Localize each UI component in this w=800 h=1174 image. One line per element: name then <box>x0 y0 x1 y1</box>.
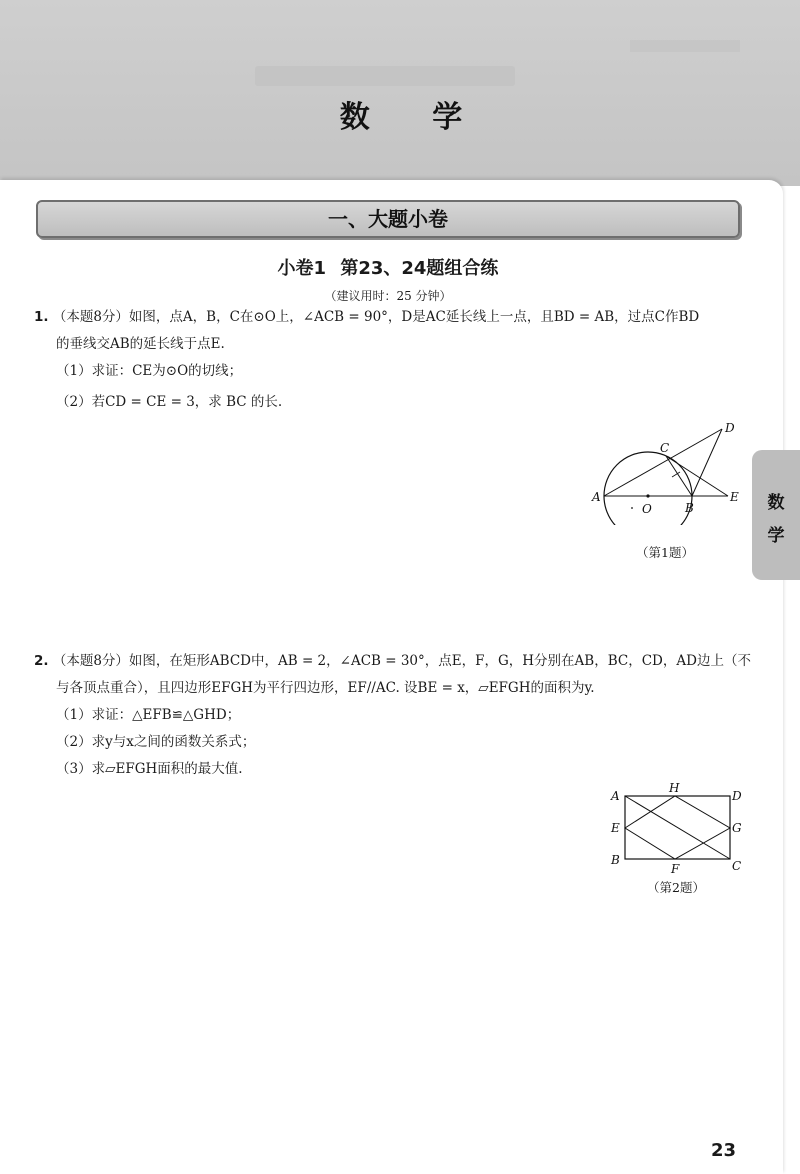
question-2 <box>34 648 754 783</box>
label-d: D <box>725 421 735 435</box>
label-f: F <box>671 862 680 876</box>
question-text: （本题8分）如图，点A，B，C在⊙O上，∠ACB = 90°，D是AC延长线上一点，且BD = AB，过点C作BD <box>52 309 700 325</box>
question-part-2: （2）求y与x之间的函数关系式； <box>56 734 256 750</box>
figure-2-caption: （第2题） <box>647 880 705 895</box>
label-h: H <box>669 781 680 795</box>
chord-cb <box>666 456 692 496</box>
question-text: （本题8分）如图，在矩形ABCD中，AB = 2，∠ACB = 30°，点E，F，G，H分别在AB，BC，CD，AD边上（不 <box>52 653 751 669</box>
label-c: C <box>660 441 670 455</box>
question-part-3: （3）求▱EFGH面积的最大值. <box>56 761 243 777</box>
label-e: E <box>611 821 620 835</box>
question-part-2: （2）若CD = CE = 3，求 BC 的长. <box>56 394 283 410</box>
question-number: 1. <box>34 309 49 325</box>
bleed-through-text <box>630 40 740 52</box>
section-banner <box>36 200 740 238</box>
diagonal-ac <box>625 796 730 859</box>
page-title: 数 学 <box>339 100 489 135</box>
label-c: C <box>732 859 742 873</box>
figure-1-circle-diagram <box>588 415 748 525</box>
question-part-1: （1）求证：CE为⊙O的切线； <box>56 363 243 379</box>
label-e: E <box>730 490 739 504</box>
line-ce <box>666 456 728 496</box>
label-b: B <box>685 501 694 515</box>
time-note: （建议用时：25 分钟） <box>324 289 452 303</box>
center-point <box>646 494 649 497</box>
section-banner-label: 一、大题小卷 <box>328 207 448 231</box>
label-a: A <box>611 789 620 803</box>
label-a: A <box>592 490 601 504</box>
label-b: B <box>611 853 620 867</box>
line-ad <box>604 429 722 496</box>
dot-mark <box>631 507 633 509</box>
page-number: 23 <box>710 1140 736 1161</box>
figure-1-caption: （第1题） <box>636 545 694 560</box>
label-g: G <box>732 821 742 835</box>
label-d: D <box>732 789 742 803</box>
section-title: 小卷1 第23、24题组合练 <box>277 258 499 279</box>
segment-bd <box>692 429 722 496</box>
figure-2-rectangle-diagram <box>605 778 755 878</box>
label-o: O <box>642 502 652 516</box>
bleed-through-text <box>255 66 515 86</box>
subject-side-tab <box>752 450 800 580</box>
side-tab-char: 数 <box>767 493 785 513</box>
question-part-1: （1）求证：△EFB≌△GHD； <box>56 707 241 723</box>
question-text-cont: 的垂线交AB的延长线于点E. <box>56 336 225 352</box>
question-number: 2. <box>34 653 49 669</box>
question-text-cont: 与各顶点重合），且四边形EFGH为平行四边形，EF//AC. 设BE = x，▱EFGH的面积为y. <box>56 680 595 696</box>
question-1 <box>34 304 754 416</box>
side-tab-char: 学 <box>767 526 785 546</box>
